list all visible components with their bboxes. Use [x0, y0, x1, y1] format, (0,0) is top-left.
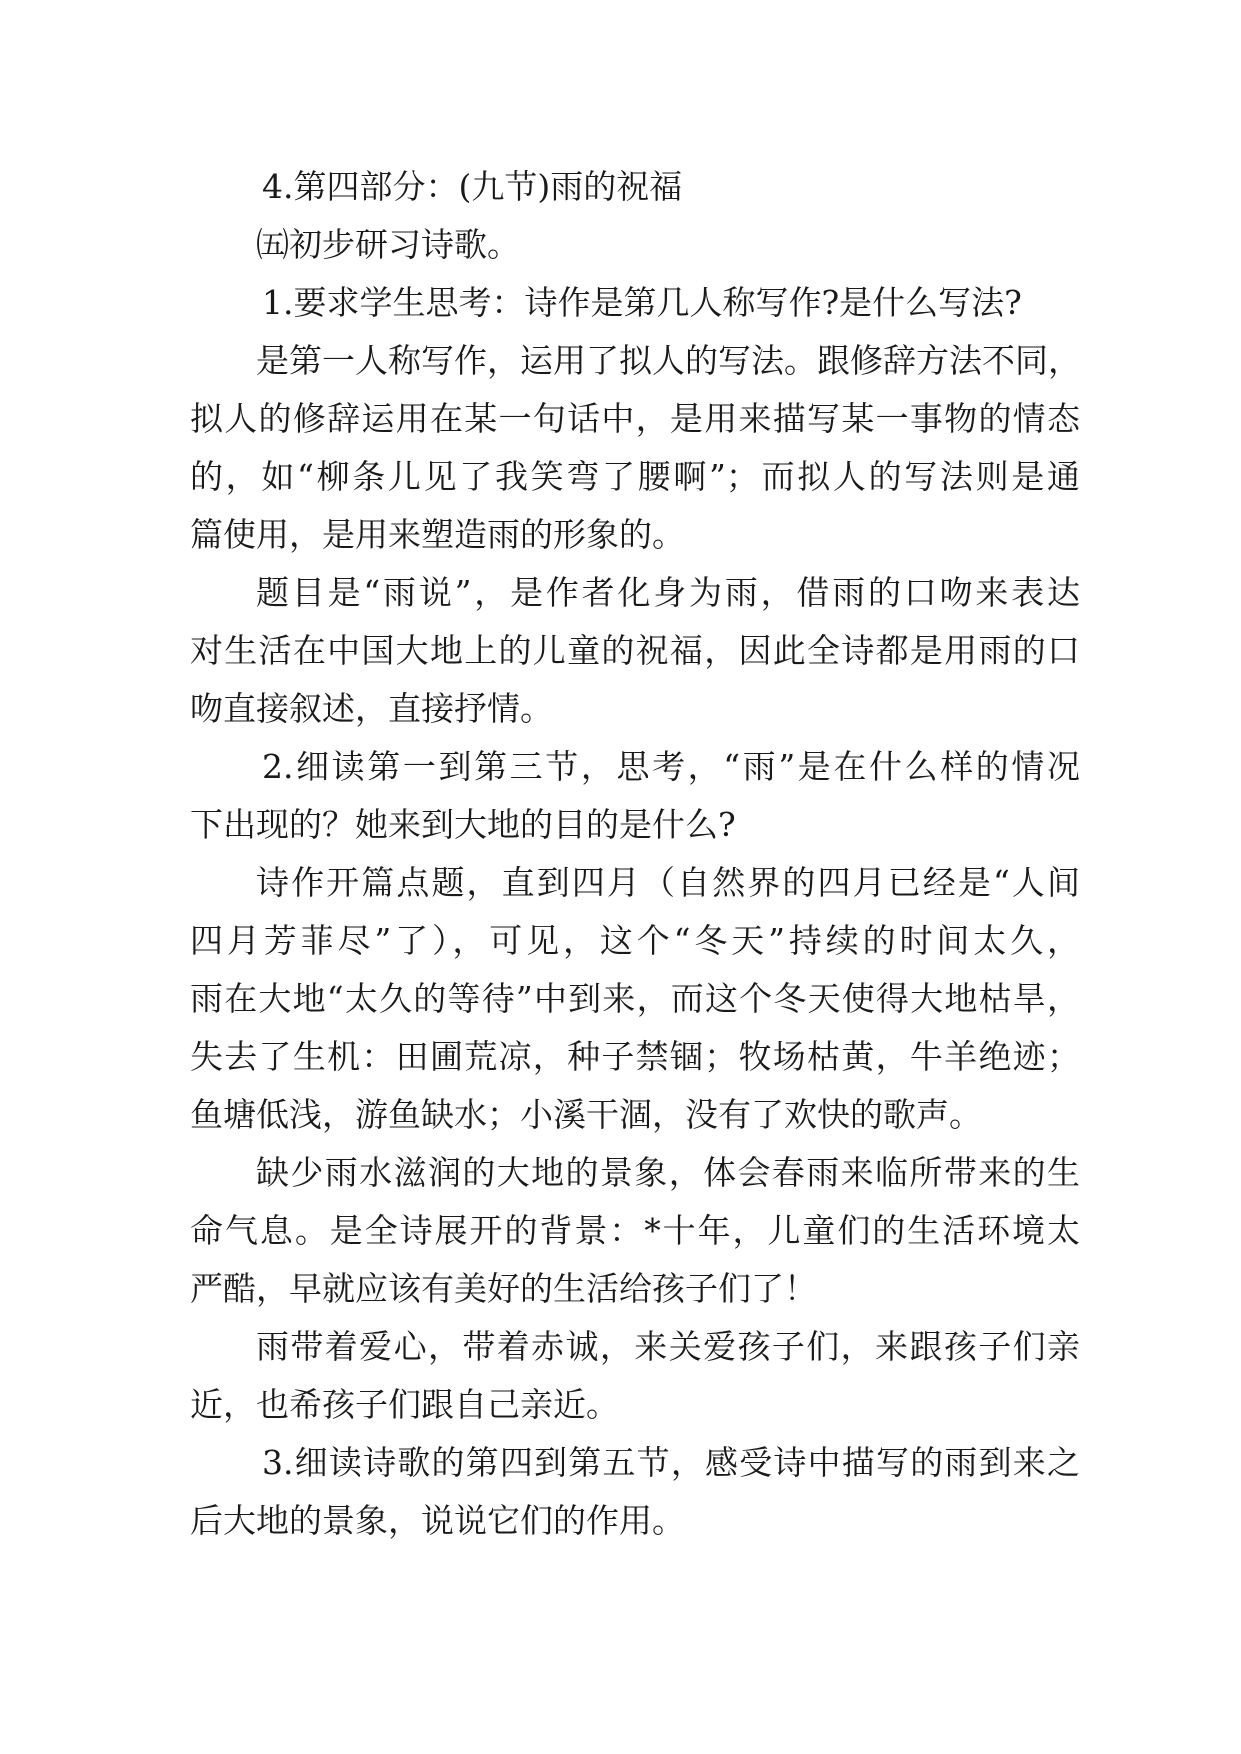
paragraph-line: 题目是“雨说”，是作者化身为雨，借雨的口吻来表达 [256, 573, 1080, 612]
paragraph-line: 诗作开篇点题，直到四月（自然界的四月已经是“人间 [256, 863, 1080, 902]
paragraph-line: 近，也希孩子们跟自己亲近。 [190, 1385, 619, 1424]
paragraph-line: 对生活在中国大地上的儿童的祝福，因此全诗都是用雨的口 [190, 631, 1080, 670]
subsection-heading: ㈤初步研习诗歌。 [256, 225, 520, 264]
paragraph-line: 雨带着爱心，带着赤诚，来关爱孩子们，来跟孩子们亲 [256, 1327, 1080, 1366]
paragraph-line: 鱼塘低浅，游鱼缺水；小溪干涸，没有了欢快的歌声。 [190, 1095, 982, 1134]
paragraph-line: 失去了生机：田圃荒凉，种子禁锢；牧场枯黄，牛羊绝迹； [190, 1037, 1080, 1076]
question-3-cont: 后大地的景象，说说它们的作用。 [190, 1501, 685, 1540]
paragraph-line: 吻直接叙述，直接抒情。 [190, 689, 553, 728]
question-2-cont: 下出现的？她来到大地的目的是什么? [190, 805, 736, 844]
section-heading: 4.第四部分：(九节)雨的祝福 [262, 167, 683, 206]
paragraph-line: 缺少雨水滋润的大地的景象，体会春雨来临所带来的生 [256, 1153, 1080, 1192]
question-3: 3.细读诗歌的第四到第五节，感受诗中描写的雨到来之 [262, 1443, 1080, 1482]
paragraph-line: 拟人的修辞运用在某一句话中，是用来描写某一事物的情态 [190, 399, 1080, 438]
question-2: 2.细读第一到第三节，思考，“雨”是在什么样的情况 [262, 747, 1080, 786]
paragraph-line: 雨在大地“太久的等待”中到来，而这个冬天使得大地枯旱， [190, 979, 1080, 1018]
paragraph-line: 四月芳菲尽”了），可见，这个“冬天”持续的时间太久， [190, 921, 1080, 960]
paragraph-line: 篇使用，是用来塑造雨的形象的。 [190, 515, 685, 554]
question-1: 1.要求学生思考：诗作是第几人称写作?是什么写法? [262, 283, 1022, 322]
paragraph-line: 的，如“柳条儿见了我笑弯了腰啊”；而拟人的写法则是通 [190, 457, 1080, 496]
document-body [190, 158, 1080, 1550]
paragraph-line: 严酷，早就应该有美好的生活给孩子们了！ [190, 1269, 817, 1308]
paragraph-line: 命气息。是全诗展开的背景：*十年，儿童们的生活环境太 [190, 1211, 1080, 1250]
paragraph-line: 是第一人称写作，运用了拟人的写法。跟修辞方法不同， [256, 341, 1081, 380]
